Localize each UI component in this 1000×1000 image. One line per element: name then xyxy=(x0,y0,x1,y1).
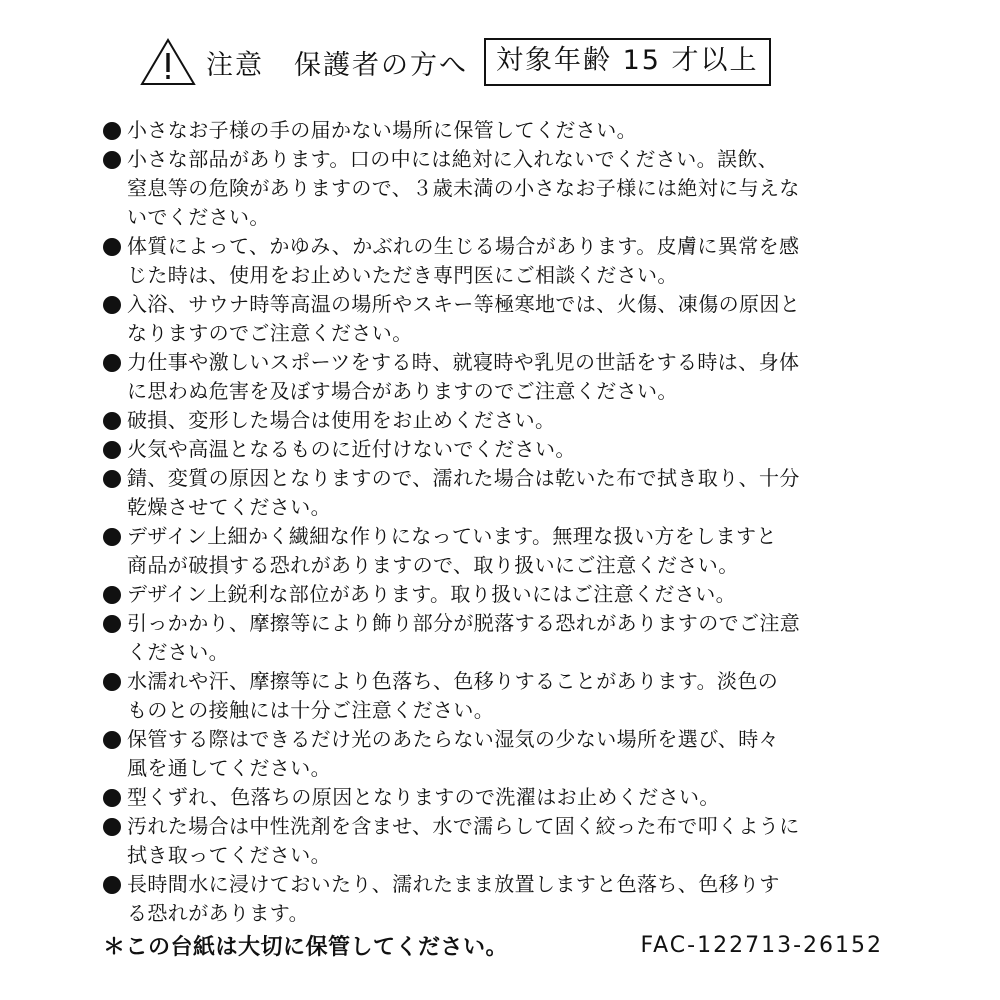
caution-item-line: 風を通してください。 xyxy=(127,756,331,780)
caution-item xyxy=(103,116,903,145)
caution-item-line: 商品が破損する恐れがありますので、取り扱いにご注意ください。 xyxy=(127,553,739,577)
bullet-icon xyxy=(103,470,121,488)
bullet-icon xyxy=(103,586,121,604)
caution-item xyxy=(103,783,903,812)
bullet-icon xyxy=(103,412,121,430)
caution-item-line: デザイン上細かく繊細な作りになっています。無理な扱い方をしますと xyxy=(127,524,777,548)
caution-item xyxy=(103,290,903,348)
bullet-icon xyxy=(103,789,121,807)
warning-triangle-icon xyxy=(140,37,196,87)
keep-card-note: ＊この台紙は大切に保管してください。 xyxy=(103,934,509,960)
caution-item xyxy=(103,522,903,580)
caution-item-line: 保管する際はできるだけ光のあたらない湿気の少ない場所を選び、時々 xyxy=(127,727,779,751)
caution-item-line: に思わぬ危害を及ぼす場合がありますのでご注意ください。 xyxy=(127,379,678,403)
caution-item-line: いでください。 xyxy=(127,205,270,229)
caution-item-line: 水濡れや汗、摩擦等により色落ち、色移りすることがあります。淡色の xyxy=(127,669,779,693)
bullet-icon xyxy=(103,151,121,169)
bullet-icon xyxy=(103,296,121,314)
caution-item xyxy=(103,406,903,435)
caution-item xyxy=(103,609,903,667)
caution-item-line: なりますのでご注意ください。 xyxy=(127,321,413,345)
caution-item xyxy=(103,812,903,870)
caution-item xyxy=(103,348,903,406)
bullet-icon xyxy=(103,818,121,836)
caution-item-line: 火気や高温となるものに近付けないでください。 xyxy=(127,437,576,461)
bullet-icon xyxy=(103,876,121,894)
caution-item xyxy=(103,725,903,783)
caution-item xyxy=(103,580,903,609)
bullet-icon xyxy=(103,731,121,749)
caution-item-line: 小さな部品があります。口の中には絶対に入れないでください。誤飲、 xyxy=(127,147,779,171)
caution-item-line: 小さなお子様の手の届かない場所に保管してください。 xyxy=(127,118,637,142)
caution-item-line: デザイン上鋭利な部位があります。取り扱いにはご注意ください。 xyxy=(127,582,736,606)
caution-item-line: 体質によって、かゆみ、かぶれの生じる場合があります。皮膚に異常を感 xyxy=(127,234,800,258)
caution-item xyxy=(103,870,903,928)
caution-item-line: 汚れた場合は中性洗剤を含ませ、水で濡らして固く絞った布で叩くように xyxy=(127,814,800,838)
bullet-icon xyxy=(103,238,121,256)
caution-item xyxy=(103,145,903,232)
bullet-icon xyxy=(103,441,121,459)
caution-item-line: 破損、変形した場合は使用をお止めください。 xyxy=(127,408,556,432)
bullet-icon xyxy=(103,528,121,546)
caution-item-line: 窒息等の危険がありますので、３歳未満の小さなお子様には絶対に与えな xyxy=(127,176,800,200)
caution-item xyxy=(103,464,903,522)
guardian-label: 保護者の方へ xyxy=(294,49,468,81)
caution-item xyxy=(103,667,903,725)
bullet-icon xyxy=(103,354,121,372)
caution-item-line: 拭き取ってください。 xyxy=(127,843,331,867)
footer xyxy=(103,928,883,962)
caution-item-line: 力仕事や激しいスポーツをする時、就寝時や乳児の世話をする時は、身体 xyxy=(127,350,800,374)
caution-item-line: 引っかかり、摩擦等により飾り部分が脱落する恐れがありますのでご注意 xyxy=(127,611,801,635)
caution-header xyxy=(140,36,860,88)
bullet-icon xyxy=(103,615,121,633)
caution-item-line: 錆、変質の原因となりますので、濡れた場合は乾いた布で拭き取り、十分 xyxy=(127,466,800,490)
product-code: FAC-122713-26152 xyxy=(640,932,883,958)
caution-item-line: ものとの接触には十分ご注意ください。 xyxy=(127,698,495,722)
caution-item-line: 入浴、サウナ時等高温の場所やスキー等極寒地では、火傷、凍傷の原因と xyxy=(127,292,801,316)
caution-item-line: る恐れがあります。 xyxy=(127,901,309,925)
bullet-icon xyxy=(103,122,121,140)
caution-item-line: 長時間水に浸けておいたり、濡れたまま放置しますと色落ち、色移りす xyxy=(127,872,780,896)
caution-item xyxy=(103,435,903,464)
caution-item-line: 乾燥させてください。 xyxy=(127,495,331,519)
caution-label: 注意 xyxy=(206,49,264,81)
caution-item xyxy=(103,232,903,290)
caution-list xyxy=(103,116,903,928)
caution-item-line: ください。 xyxy=(127,640,229,664)
caution-item-line: じた時は、使用をお止めいただき専門医にご相談ください。 xyxy=(127,263,678,287)
target-age-box: 対象年齢 15 才以上 xyxy=(484,38,771,86)
caution-item-line: 型くずれ、色落ちの原因となりますので洗濯はお止めください。 xyxy=(127,785,720,809)
bullet-icon xyxy=(103,673,121,691)
